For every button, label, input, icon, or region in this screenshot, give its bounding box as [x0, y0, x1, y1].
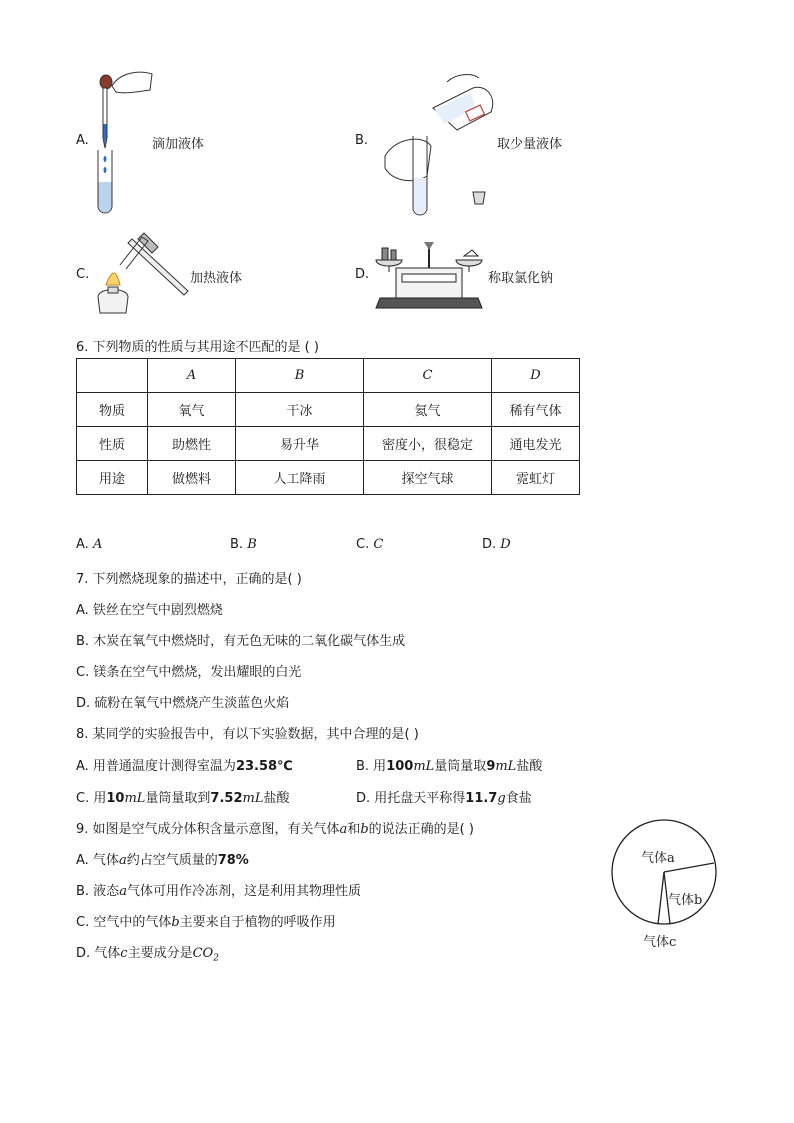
pie-label-c: 气体c	[643, 935, 677, 950]
option-letter: B.	[355, 133, 369, 148]
option-label: 称取氯化钠	[488, 271, 554, 286]
q8-option-a: A. 用普通温度计测得室温为23.58℃	[76, 759, 293, 774]
table-cell: 通电发光	[492, 427, 580, 461]
table-cell: 氧气	[148, 393, 236, 427]
pouring-from-reagent-bottle-icon	[375, 68, 495, 218]
option-label: 滴加液体	[152, 137, 205, 152]
choice-d: D. D	[482, 537, 511, 552]
q8-option-c: C. 用10mL量筒量取到7.52mL盐酸	[76, 791, 290, 806]
choice-b: B. B	[230, 537, 257, 552]
q9-option-c: C. 空气中的气体b主要来自于植物的呼吸作用	[76, 915, 336, 930]
q9-option-d: D. 气体c主要成分是$CO_2$	[76, 946, 219, 964]
table-cell: 做燃料	[148, 461, 236, 495]
q6-table	[76, 358, 580, 495]
q8-stem: 8. 某同学的实验报告中，有以下实验数据，其中合理的是( )	[76, 727, 419, 742]
table-cell: 助燃性	[148, 427, 236, 461]
table-cell: 人工降雨	[236, 461, 364, 495]
table-cell: D	[492, 359, 580, 393]
table-cell: 密度小，很稳定	[364, 427, 492, 461]
table-cell: 氦气	[364, 393, 492, 427]
table-cell: B	[236, 359, 364, 393]
table-cell: 易升华	[236, 427, 364, 461]
choice-c: C. C	[356, 537, 384, 552]
q9-stem: 9. 如图是空气成分体积含量示意图，有关气体a和b的说法正确的是( )	[76, 822, 474, 837]
table-cell: 物质	[77, 393, 148, 427]
balance-weighing-icon	[372, 238, 487, 318]
table-cell: 干冰	[236, 393, 364, 427]
option-letter: D.	[355, 267, 370, 282]
heating-test-tube-over-lamp-icon	[92, 225, 192, 320]
option-label: 加热液体	[190, 271, 243, 286]
q8-option-d: D. 用托盘天平称得11.7g食盐	[356, 791, 532, 806]
table-cell: C	[364, 359, 492, 393]
table-row	[77, 461, 580, 495]
choice-a: A. A	[76, 537, 103, 552]
q7-option-d: D. 硫粉在氧气中燃烧产生淡蓝色火焰	[76, 696, 290, 711]
table-row	[77, 427, 580, 461]
table-cell: 探空气球	[364, 461, 492, 495]
pie-label-a: 气体a	[641, 851, 675, 866]
q7-option-b: B. 木炭在氧气中燃烧时，有无色无味的二氧化碳气体生成	[76, 634, 406, 649]
q7-option-a: A. 铁丝在空气中剧烈燃烧	[76, 603, 223, 618]
table-cell: 稀有气体	[492, 393, 580, 427]
table-row	[77, 359, 580, 393]
table-cell	[77, 359, 148, 393]
table-cell: 霓虹灯	[492, 461, 580, 495]
q9-option-a: A. 气体a约占空气质量的78%	[76, 853, 249, 868]
q7-option-c: C. 镁条在空气中燃烧，发出耀眼的白光	[76, 665, 302, 680]
table-cell: A	[148, 359, 236, 393]
q8-option-b: B. 用100mL量筒量取9mL盐酸	[356, 759, 543, 774]
q6-stem: 6. 下列物质的性质与其用途不匹配的是 ( )	[76, 340, 319, 355]
pie-label-b: 气体b	[668, 893, 703, 908]
q7-stem: 7. 下列燃烧现象的描述中，正确的是( )	[76, 572, 302, 587]
table-cell: 性质	[77, 427, 148, 461]
option-letter: A.	[76, 133, 89, 148]
table-cell: 用途	[77, 461, 148, 495]
option-label: 取少量液体	[497, 137, 563, 152]
q9-option-b: B. 液态a气体可用作冷冻剂，这是利用其物理性质	[76, 884, 361, 899]
air-composition-pie	[610, 820, 720, 955]
option-letter: C.	[76, 267, 90, 282]
table-row	[77, 393, 580, 427]
